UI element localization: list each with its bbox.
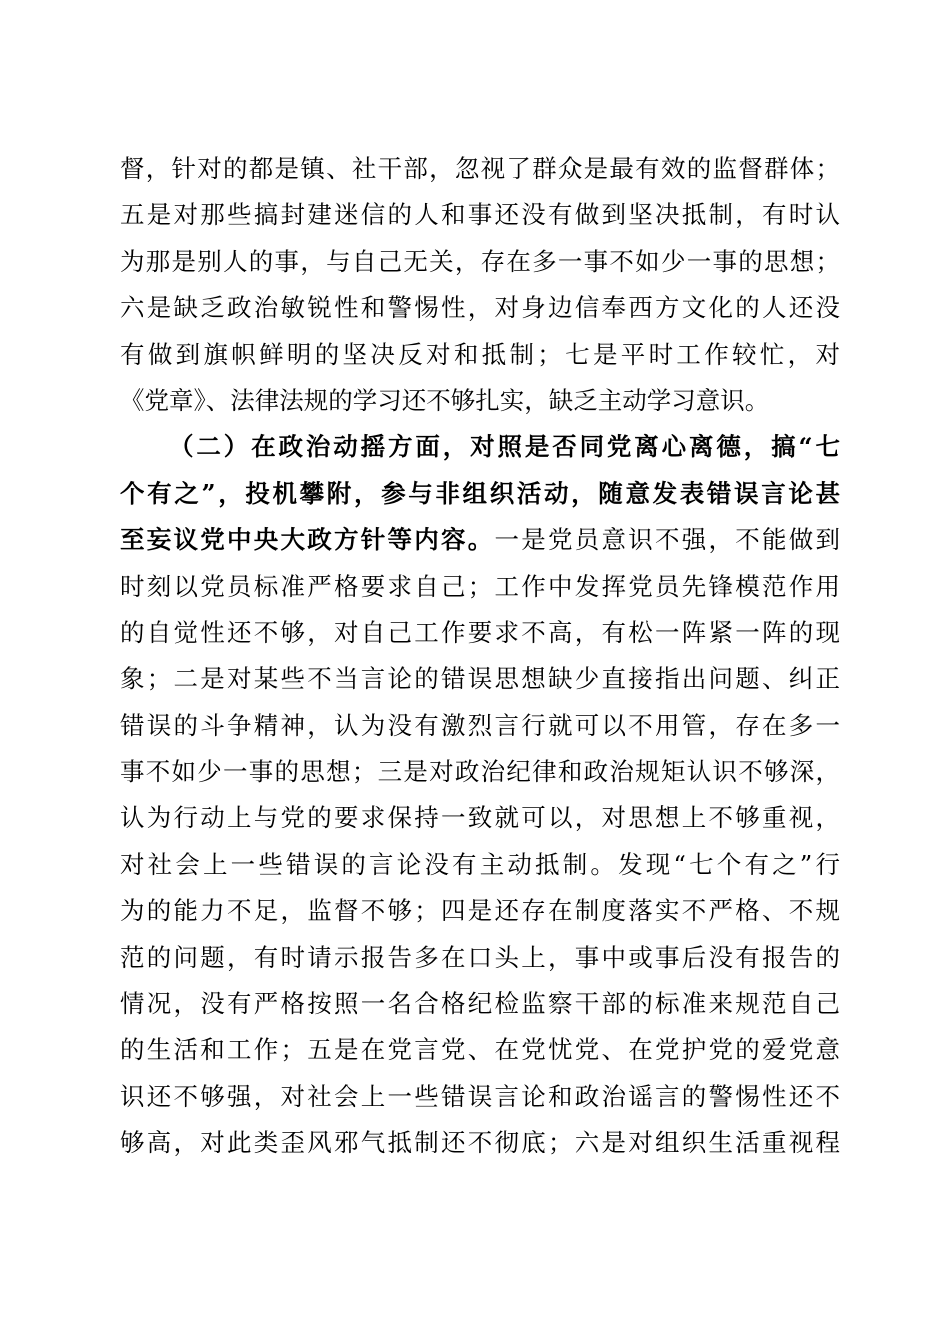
- body-text-segment: 对社会上一些错误的言论没有主动抵制。发现“七个有之”行: [120, 849, 840, 879]
- body-text-segment: 一是党员意识不强，不能做到: [494, 525, 840, 555]
- body-text-segment: 督，针对的都是镇、社干部，忽视了群众是最有效的监督群体；: [120, 154, 840, 183]
- text-line: [120, 842, 840, 888]
- body-text-segment: 的自觉性还不够，对自己工作要求不高，有松一阵紧一阵的现: [120, 617, 840, 647]
- text-line: [120, 703, 840, 749]
- body-text-segment: 有做到旗帜鲜明的坚决反对和抵制；七是平时工作较忙，对: [120, 339, 840, 369]
- bold-heading-text: 个有之”，投机攀附，参与非组织活动，随意发表错误言论甚: [120, 478, 840, 508]
- bold-heading-text: （二）在政治动摇方面，对照是否同党离心离德，搞“七: [169, 432, 840, 462]
- text-line: [120, 888, 840, 934]
- text-line: [120, 332, 840, 378]
- body-text-segment: 事不如少一事的思想；三是对政治纪律和政治规矩认识不够深，: [120, 757, 840, 787]
- body-text-segment: 为的能力不足，监督不够；四是还存在制度落实不严格、不规: [120, 896, 840, 926]
- text-line: [120, 146, 840, 192]
- bold-heading-text: 至妄议党中央大政方针等内容。: [120, 525, 495, 555]
- body-text-segment: 认为行动上与党的要求保持一致就可以，对思想上不够重视，: [120, 803, 840, 833]
- body-text-segment: 识还不够强，对社会上一些错误言论和政治谣言的警惕性还不: [120, 1081, 840, 1111]
- text-line: [120, 935, 840, 981]
- text-line: [120, 1074, 840, 1120]
- text-line: [120, 424, 840, 470]
- text-line: [120, 471, 840, 517]
- text-line: [120, 749, 840, 795]
- body-text-segment: 的生活和工作；五是在党言党、在党忧党、在党护党的爱党意: [120, 1035, 840, 1065]
- text-line: [120, 656, 840, 702]
- text-line: [120, 239, 840, 285]
- body-text: [120, 146, 840, 1167]
- text-line: [120, 378, 840, 424]
- body-text-segment: 够高，对此类歪风邪气抵制还不彻底；六是对组织生活重视程: [120, 1128, 840, 1158]
- body-text-segment: 范的问题，有时请示报告多在口头上，事中或事后没有报告的: [120, 942, 840, 972]
- text-line: [120, 795, 840, 841]
- text-line: [120, 564, 840, 610]
- body-text-segment: 《党章》、法律法规的学习还不够扎实，缺乏主动学习意识。: [120, 385, 770, 415]
- body-text-segment: 为那是别人的事，与自己无关，存在多一事不如少一事的思想；: [120, 246, 840, 276]
- body-text-segment: 错误的斗争精神，认为没有激烈言行就可以不用管，存在多一: [120, 710, 840, 740]
- text-line: [120, 517, 840, 563]
- text-line: [120, 1120, 840, 1166]
- text-line: [120, 192, 840, 238]
- body-text-segment: 象；二是对某些不当言论的错误思想缺少直接指出问题、纠正: [120, 664, 840, 694]
- body-text-segment: 六是缺乏政治敏锐性和警惕性，对身边信奉西方文化的人还没: [120, 293, 840, 323]
- text-line: [120, 285, 840, 331]
- body-text-segment: 时刻以党员标准严格要求自己；工作中发挥党员先锋模范作用: [120, 571, 840, 601]
- body-text-segment: 五是对那些搞封建迷信的人和事还没有做到坚决抵制，有时认: [120, 200, 840, 230]
- body-text-segment: 情况，没有严格按照一名合格纪检监察干部的标准来规范自己: [120, 989, 840, 1019]
- text-line: [120, 610, 840, 656]
- text-line: [120, 981, 840, 1027]
- text-line: [120, 1027, 840, 1073]
